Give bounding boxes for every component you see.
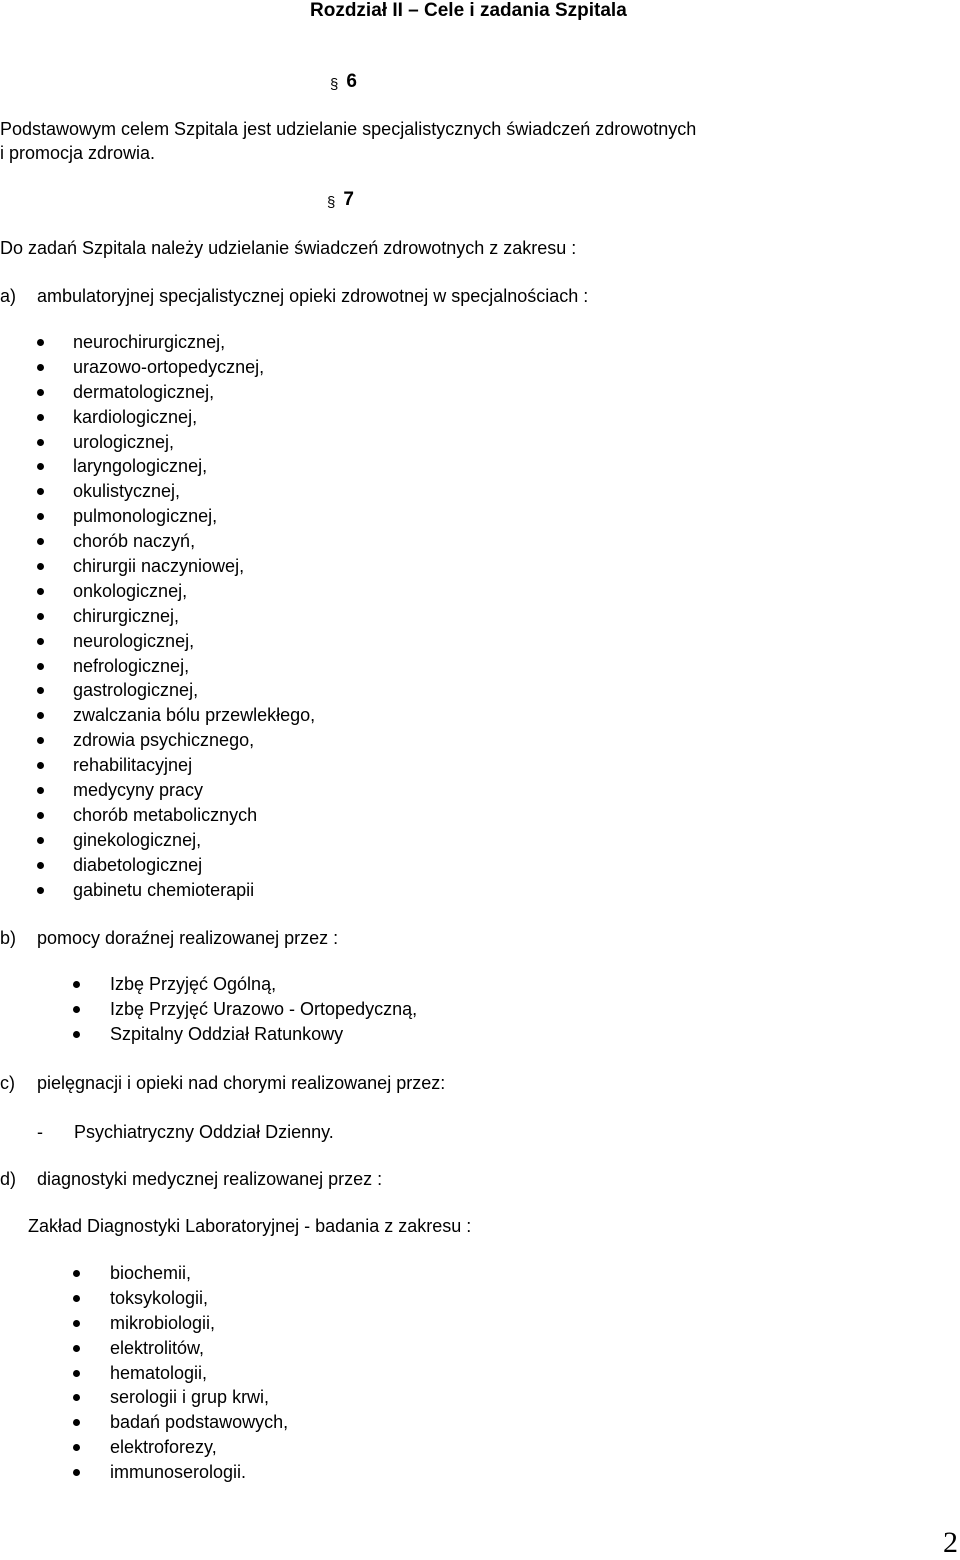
item-b-heading [0,926,338,950]
bullet-icon [37,862,44,869]
section-sign-icon: § [327,194,336,211]
section-sign-icon: § [330,76,339,93]
list-item-text: hematologii, [110,1362,208,1383]
bullet-icon [73,1270,80,1277]
item-c-heading [0,1071,445,1095]
item-d-text: diagnostyki medycznej realizowanej przez : [37,1169,383,1189]
list-item [73,753,315,778]
list-item [73,604,315,629]
bullet-icon [37,837,44,844]
item-d-heading [0,1167,382,1191]
item-b-label: b) [0,928,17,948]
chapter-title: Rozdział II – Cele i zadania Szpitala [310,0,627,21]
list-item-text: biochemii, [110,1263,192,1283]
bullet-icon [37,563,44,570]
list-item [110,1336,288,1361]
item-a-label: a) [0,286,17,306]
list-item-text: chorób metabolicznych [73,804,258,825]
list-item-text: serologii i grup krwi, [110,1387,270,1408]
list-item [73,703,315,728]
bullet-icon [73,1370,80,1377]
list-item-text: Szpitalny Oddział Ratunkowy [110,1023,344,1044]
item-a-text: ambulatoryjnej specjalistycznej opieki zdrowotnej w specjalnościach : [37,286,589,306]
bullet-icon [37,588,44,595]
list-item-text: rehabilitacyjnej [73,755,193,776]
bullet-icon [37,887,44,894]
bullet-icon [37,737,44,744]
bullet-icon [37,488,44,495]
bullet-icon [73,1006,80,1013]
bullet-icon [37,339,44,346]
list-item [110,1410,288,1435]
section-6-line-1: Podstawowym celem Szpitala jest udzielanie specjalistycznych świadczeń zdrowotnych [0,119,697,139]
bullet-icon [37,463,44,470]
bullet-icon [73,1295,80,1302]
list-item-text: urazowo-ortopedycznej, [73,356,265,377]
list-item-text: ginekologicznej, [73,829,202,850]
lab-subheading: Zakład Diagnostyki Laboratoryjnej - badania z zakresu : [28,1216,472,1236]
list-item [73,330,315,355]
list-item [73,728,315,753]
bullet-icon [37,762,44,769]
item-b-text: pomocy doraźnej realizowanej przez : [37,928,339,948]
bullet-icon [37,663,44,670]
list-item-text: dermatologicznej, [73,381,215,402]
list-item-text: elektrolitów, [110,1337,205,1358]
bullet-icon [73,1031,80,1038]
list-item [73,554,315,579]
list-item-text: okulistycznej, [73,481,181,502]
item-c-entry-text: Psychiatryczny Oddział Dzienny. [74,1122,334,1142]
bullet-icon [37,538,44,545]
section-6-line-2: i promocja zdrowia. [0,143,156,163]
item-a-heading [0,284,588,308]
list-item [73,803,315,828]
list-item-text: Izbę Przyjęć Ogólną, [110,974,277,994]
bullet-icon [37,364,44,371]
section-6-number: 6 [346,71,357,92]
list-item [73,380,315,405]
list-item [110,1460,288,1485]
list-item [73,355,315,380]
list-item-text: medycyny pracy [73,780,204,801]
list-item [73,504,315,529]
section-6-heading [330,71,357,93]
specialties-list [73,330,315,902]
bullet-icon [37,687,44,694]
list-item-text: immunoserologii. [110,1462,247,1483]
bullet-icon [37,712,44,719]
bullet-icon [37,812,44,819]
list-item-text: nefrologicznej, [73,655,190,676]
list-item [110,997,417,1022]
section-7-heading [327,189,354,211]
item-c-label: c) [0,1073,15,1093]
list-item [73,405,315,430]
bullet-icon [37,513,44,520]
section-7-number: 7 [343,189,354,210]
bullet-icon [73,1320,80,1327]
list-item [73,479,315,504]
list-item-text: chirurgicznej, [73,605,180,626]
list-item [110,1435,288,1460]
list-item [73,454,315,479]
list-item [73,853,315,878]
list-item-text: zwalczania bólu przewlekłego, [73,705,316,726]
list-item-text: pulmonologicznej, [73,506,218,527]
list-item-text: laryngologicznej, [73,456,208,477]
list-item [73,678,315,703]
bullet-icon [37,439,44,446]
bullet-icon [73,1345,80,1352]
list-item-text: chirurgii naczyniowej, [73,556,245,577]
list-item [110,1286,288,1311]
list-item [110,1022,417,1047]
item-c-entry [37,1120,334,1144]
list-item [73,778,315,803]
list-item [110,1361,288,1386]
bullet-icon [37,414,44,421]
list-item [73,529,315,554]
list-item-text: badań podstawowych, [110,1412,289,1433]
list-item [73,430,315,455]
list-item [110,1261,288,1286]
bullet-icon [73,1394,80,1401]
list-item-text: toksykologii, [110,1287,209,1308]
list-item [73,629,315,654]
list-item-text: gastrologicznej, [73,680,199,701]
bullet-icon [73,1444,80,1451]
list-item [73,579,315,604]
list-item [110,1385,288,1410]
list-item [73,654,315,679]
bullet-icon [73,1419,80,1426]
list-item-text: kardiologicznej, [73,406,198,427]
list-item-text: gabinetu chemioterapii [73,879,255,900]
dash-marker: - [37,1122,43,1142]
list-item-text: urologicznej, [73,431,175,452]
list-item-text: neurologicznej, [73,630,195,651]
list-item-text: elektroforezy, [110,1437,217,1458]
bullet-icon [73,981,80,988]
section-7-intro: Do zadań Szpitala należy udzielanie świadczeń zdrowotnych z zakresu : [0,238,577,258]
bullet-icon [37,638,44,645]
bullet-icon [73,1469,80,1476]
list-item [73,828,315,853]
list-item [73,878,315,903]
list-item-text: diabetologicznej [73,854,203,875]
list-item-text: chorób naczyń, [73,531,196,552]
list-item-text: Izbę Przyjęć Urazowo - Ortopedyczną, [110,998,418,1019]
bullet-icon [37,613,44,620]
emergency-units-list [110,972,417,1047]
list-item-text: onkologicznej, [73,580,188,601]
list-item [110,1311,288,1336]
page-number: 2 [943,1526,958,1559]
item-d-label: d) [0,1169,17,1189]
list-item-text: neurochirurgicznej, [73,332,226,352]
list-item-text: zdrowia psychicznego, [73,730,255,751]
bullet-icon [37,787,44,794]
item-c-text: pielęgnacji i opieki nad chorymi realizowanej przez: [37,1073,446,1093]
bullet-icon [37,389,44,396]
lab-tests-list [110,1261,288,1485]
list-item-text: mikrobiologii, [110,1312,216,1333]
list-item [110,972,417,997]
